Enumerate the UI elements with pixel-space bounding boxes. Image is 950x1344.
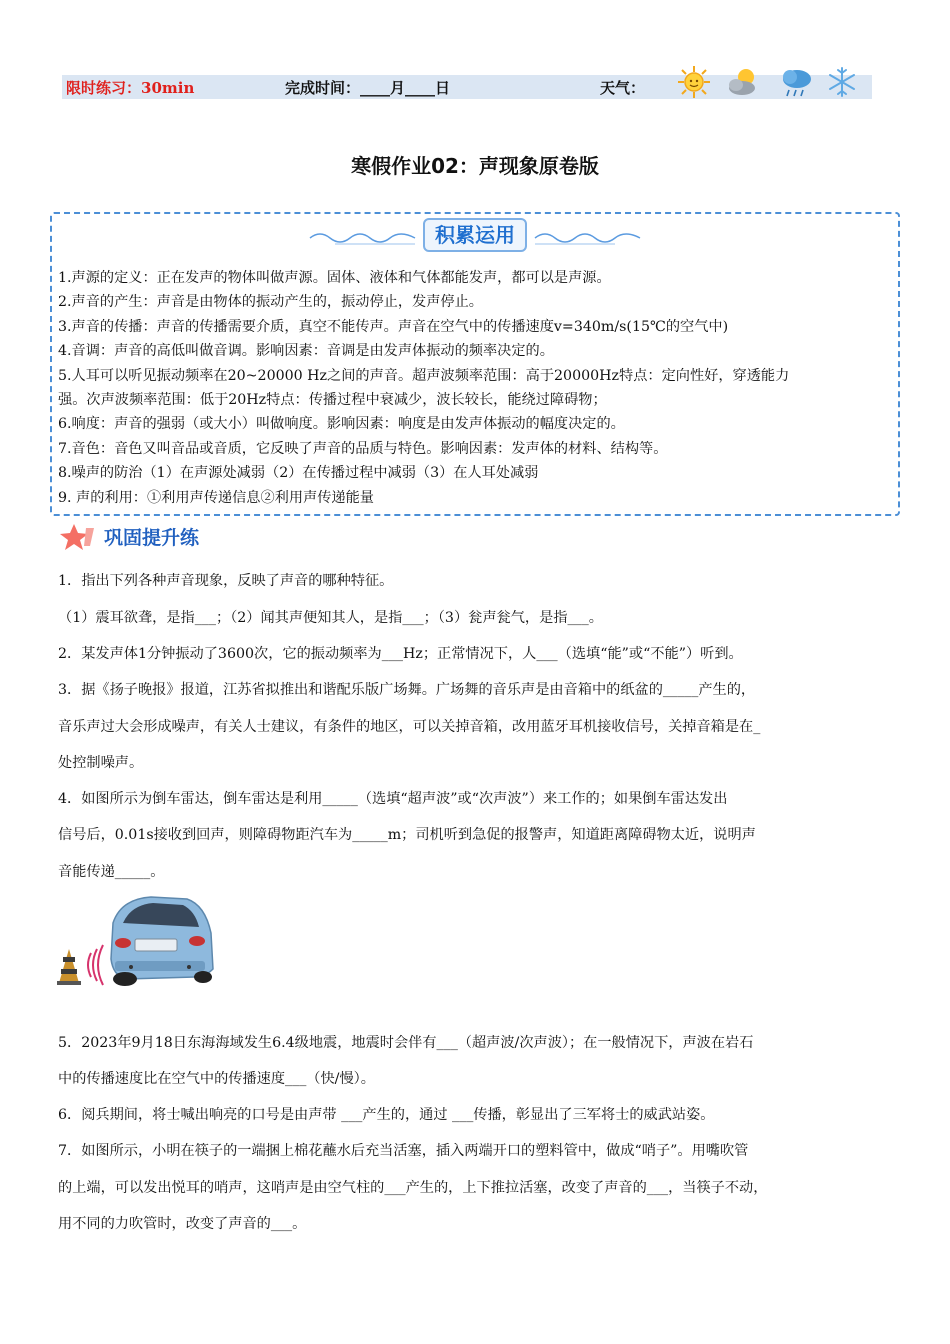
knowledge-line: 9. 声的利用：①利用声传递信息②利用声传递能量 xyxy=(58,489,374,506)
knowledge-line: 2.声音的产生：声音是由物体的振动产生的，振动停止，发声停止。 xyxy=(58,294,483,311)
question-line: 5．2023年9月18日东海海域发生6.4级地震，地震时会伴有___（超声波/次声波）；在一般情况下，声波在岩石 xyxy=(58,1035,754,1051)
knowledge-line: 5.人耳可以听见振动频率在20~20000 Hz之间的声音。超声波频率范围：高于20000Hz特点：定向性好，穿透能力 xyxy=(58,367,790,384)
question-line: 2．某发声体1分钟振动了3600次，它的振动频率为___Hz；正常情况下，人___（选填“能”或“不能”）听到。 xyxy=(58,646,743,662)
reversing-radar-car-image xyxy=(55,893,215,988)
practice-heading-label: 巩固提升练 xyxy=(104,527,200,549)
question-line: 的上端，可以发出悦耳的哨声，这哨声是由空气柱的___产生的，上下推拉活塞，改变了声音的___，当筷子不动， xyxy=(58,1180,768,1196)
sun-icon xyxy=(676,64,712,100)
rain-cloud-icon xyxy=(778,64,816,100)
question-line: 处控制噪声。 xyxy=(58,755,144,771)
knowledge-line: 6.响度：声音的强弱（或大小）叫做响度。影响因素：响度是由发声体振动的幅度决定的。 xyxy=(58,416,625,433)
knowledge-lines xyxy=(58,266,898,510)
question-line: 中的传播速度比在空气中的传播速度___（快/慢）。 xyxy=(58,1071,375,1087)
weather-label: 天气： xyxy=(600,79,646,97)
knowledge-line: 强。次声波频率范围：低于20Hz特点：传播过程中衰减少，波长较长，能绕过障碍物； xyxy=(58,392,607,409)
knowledge-line: 7.音色：音色又叫音品或音质，它反映了声音的品质与特色。影响因素：发声体的材料、结构等。 xyxy=(58,440,668,457)
snowflake-icon xyxy=(826,64,858,100)
page-title: 寒假作业02：声现象原卷版 xyxy=(351,154,599,178)
knowledge-line: 3.声音的传播：声音的传播需要介质，真空不能传声。声音在空气中的传播速度v=340m/s(15℃的空气中) xyxy=(58,318,729,335)
knowledge-line: 8.噪声的防治（1）在声源处减弱（2）在传播过程中减弱（3）在人耳处减弱 xyxy=(58,465,539,482)
knowledge-line: 1.声源的定义：正在发声的物体叫做声源。固体、液体和气体都能发声，都可以是声源。 xyxy=(58,270,611,286)
partly-cloudy-icon xyxy=(724,64,764,100)
knowledge-heading-label: 积累运用 xyxy=(423,218,527,252)
knowledge-line: 4.音调：声音的高低叫做音调。影响因素：音调是由发声体振动的频率决定的。 xyxy=(58,343,554,360)
time-limit-label: 限时练习：30min xyxy=(66,79,195,97)
star-icon xyxy=(60,522,100,552)
question-line: 4．如图所示为倒车雷达，倒车雷达是利用_____（选填“超声波”或“次声波”）来工作的；如果倒车雷达发出 xyxy=(58,791,728,807)
question-line: 用不同的力吹管时，改变了声音的___。 xyxy=(58,1216,307,1232)
question-line: 音能传递_____。 xyxy=(58,864,165,880)
question-line: 7．如图所示，小明在筷子的一端捆上棉花蘸水后充当活塞，插入两端开口的塑料管中，做成“哨子”。用嘴吹管 xyxy=(58,1143,749,1159)
question-line: 1．指出下列各种声音现象，反映了声音的哪种特征。 xyxy=(58,573,394,589)
question-line: 6．阅兵期间，将士喊出响亮的口号是由声带 ___产生的，通过 ___传播，彰显出了三军将士的威武站姿。 xyxy=(58,1107,715,1123)
knowledge-heading xyxy=(305,218,645,254)
question-line: 3．据《扬子晚报》报道，江苏省拟推出和谐配乐版广场舞。广场舞的音乐声是由音箱中的纸盆的_____产生的， xyxy=(58,682,756,698)
completion-time-label: 完成时间：____月____日 xyxy=(285,79,451,97)
question-line: （1）震耳欲聋，是指___；（2）闻其声便知其人，是指___；（3）瓮声瓮气，是指___。 xyxy=(58,610,603,626)
question-line: 音乐声过大会形成噪声，有关人士建议，有条件的地区，可以关掉音箱，改用蓝牙耳机接收信号，关掉音箱是在_ xyxy=(58,719,761,735)
question-line: 信号后，0.01s接收到回声，则障碍物距汽车为_____m；司机听到急促的报警声，知道距离障碍物太近，说明声 xyxy=(58,827,756,843)
